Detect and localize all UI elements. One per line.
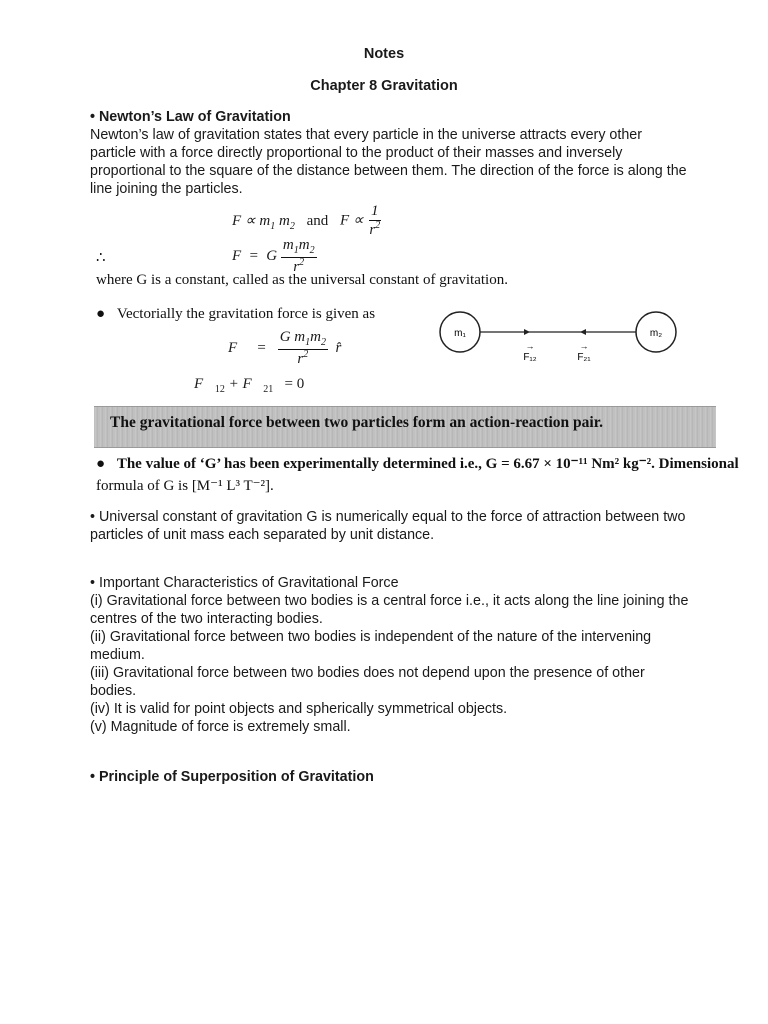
force-21-arrow: →: [579, 341, 589, 351]
action-reaction-sum: $F⃗_{12}$ + $F⃗_{21}$ = 0: [194, 376, 305, 395]
bullet-icon: ●: [96, 306, 106, 322]
chapter-title: Chapter 8 Gravitation: [310, 78, 458, 94]
proportional-formula: $F \propto m_1$ $m_2$ and F ∝ $\frac{1}{r^2}$: [232, 203, 381, 238]
mass-2-label: m₂: [649, 328, 663, 339]
force-12-label: F₁₂: [523, 352, 537, 363]
newtons-law-body: Newton’s law of gravitation states that every particle in the universe attracts every other particle with a force directly proportional to the product of their masses and inversely proportional to the square of the distance between them. The direction of the force is along the line joining the particles.: [90, 127, 687, 197]
g-value-line-1: ● The value of ‘G’ has been experimentally determined i.e., G = 6.67 × 10⁻¹¹ Nm² kg⁻². Dimensional: [96, 456, 739, 472]
superposition-heading: • Principle of Superposition of Gravitation: [90, 769, 374, 785]
universal-constant-text: • Universal constant of gravitation G is numerically equal to the force of attraction between two particles of unit mass each separated by unit distance.: [90, 509, 686, 543]
gravitation-formula: F = G $\frac{m_1m_2}{r^2}$: [232, 237, 315, 275]
vector-formula: F⃗ = $\frac{G m_1m_2}{r^2}$ r̂: [228, 329, 342, 367]
characteristics-heading: • Important Characteristics of Gravitational Force: [90, 575, 399, 591]
action-reaction-banner: [94, 406, 716, 448]
bullet-icon: ●: [96, 456, 106, 472]
characteristic-item: (i) Gravitational force between two bodies is a central force i.e., it acts along the line joining the centres of the two interacting bodies.: [90, 593, 689, 627]
where-g-text: where G is a constant, called as the universal constant of gravitation.: [96, 272, 508, 288]
vector-bullet: ● Vectorially the gravitation force is given as: [96, 306, 376, 322]
characteristics-section: [90, 574, 690, 736]
newtons-law-heading: • Newton’s Law of Gravitation: [90, 109, 291, 125]
g-value-line-2: formula of G is [M⁻¹ L³ T⁻²].: [96, 478, 274, 494]
characteristic-item: (iii) Gravitational force between two bodies does not depend upon the presence of other bodies.: [90, 665, 645, 699]
banner-text: The gravitational force between two particles form an action-reaction pair.: [110, 414, 604, 431]
and-word: and: [306, 212, 329, 229]
page-title: Notes: [363, 46, 405, 62]
therefore-symbol: ∴: [96, 250, 106, 266]
characteristic-item: (iv) It is valid for point objects and spherically symmetrical objects.: [90, 701, 508, 717]
arrow-left-icon: [580, 329, 586, 335]
characteristic-item: (v) Magnitude of force is extremely small.: [90, 719, 351, 735]
force-21-label: F₂₁: [577, 352, 591, 363]
force-12-arrow: →: [525, 341, 535, 351]
newtons-law-section: [90, 108, 690, 198]
force-diagram: [430, 308, 720, 372]
universal-constant-paragraph: [90, 508, 690, 544]
arrow-right-icon: [524, 329, 530, 335]
mass-1-label: m₁: [454, 328, 466, 339]
characteristic-item: (ii) Gravitational force between two bodies is independent of the nature of the intervening medium.: [90, 629, 652, 663]
